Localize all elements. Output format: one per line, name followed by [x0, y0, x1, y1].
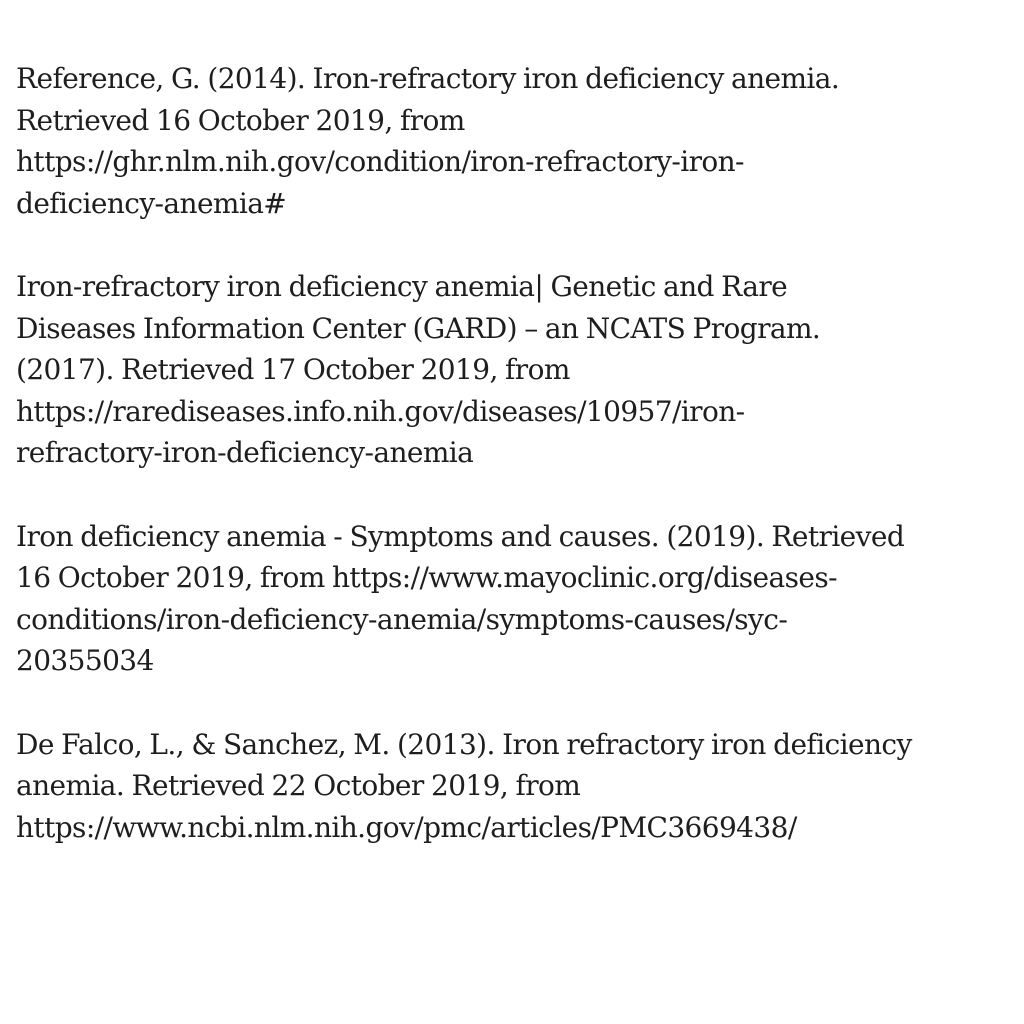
reference-url-line: deficiency-anemia#	[16, 186, 287, 220]
reference-line: (2017). Retrieved 17 October 2019, from	[16, 353, 570, 386]
reference-url-line: conditions/iron-deficiency-anemia/symptoms-causes/syc-	[16, 602, 788, 636]
reference-line: Iron-refractory iron deficiency anemia| Genetic and Rare	[16, 270, 788, 303]
reference-line: anemia. Retrieved 22 October 2019, from	[16, 769, 581, 802]
reference-line: De Falco, L., & Sanchez, M. (2013). Iron refractory iron deficiency	[16, 727, 912, 761]
reference-url-line: refractory-iron-deficiency-anemia	[16, 436, 474, 469]
reference-list	[16, 58, 1006, 890]
reference-entry-ncbi	[16, 724, 1006, 849]
reference-entry-genetics-home-reference	[16, 58, 1006, 224]
reference-url-line: https://rarediseases.info.nih.gov/diseases/10957/iron-	[16, 394, 745, 428]
reference-line: Diseases Information Center (GARD) – an NCATS Program.	[16, 311, 821, 345]
reference-url-line: https://ghr.nlm.nih.gov/condition/iron-refractory-iron-	[16, 145, 744, 178]
reference-entry-gard	[16, 266, 1006, 474]
reference-line: Retrieved 16 October 2019, from	[16, 103, 465, 137]
reference-line: Iron deficiency anemia - Symptoms and causes. (2019). Retrieved	[16, 519, 905, 553]
reference-line: Reference, G. (2014). Iron-refractory iron deficiency anemia.	[16, 62, 840, 95]
reference-url-line: 16 October 2019, from https://www.mayoclinic.org/diseases-	[16, 561, 837, 594]
reference-url-line: 20355034	[16, 644, 154, 677]
reference-url-line: https://www.ncbi.nlm.nih.gov/pmc/articles/PMC3669438/	[16, 810, 797, 844]
reference-entry-mayo-clinic	[16, 516, 1006, 682]
